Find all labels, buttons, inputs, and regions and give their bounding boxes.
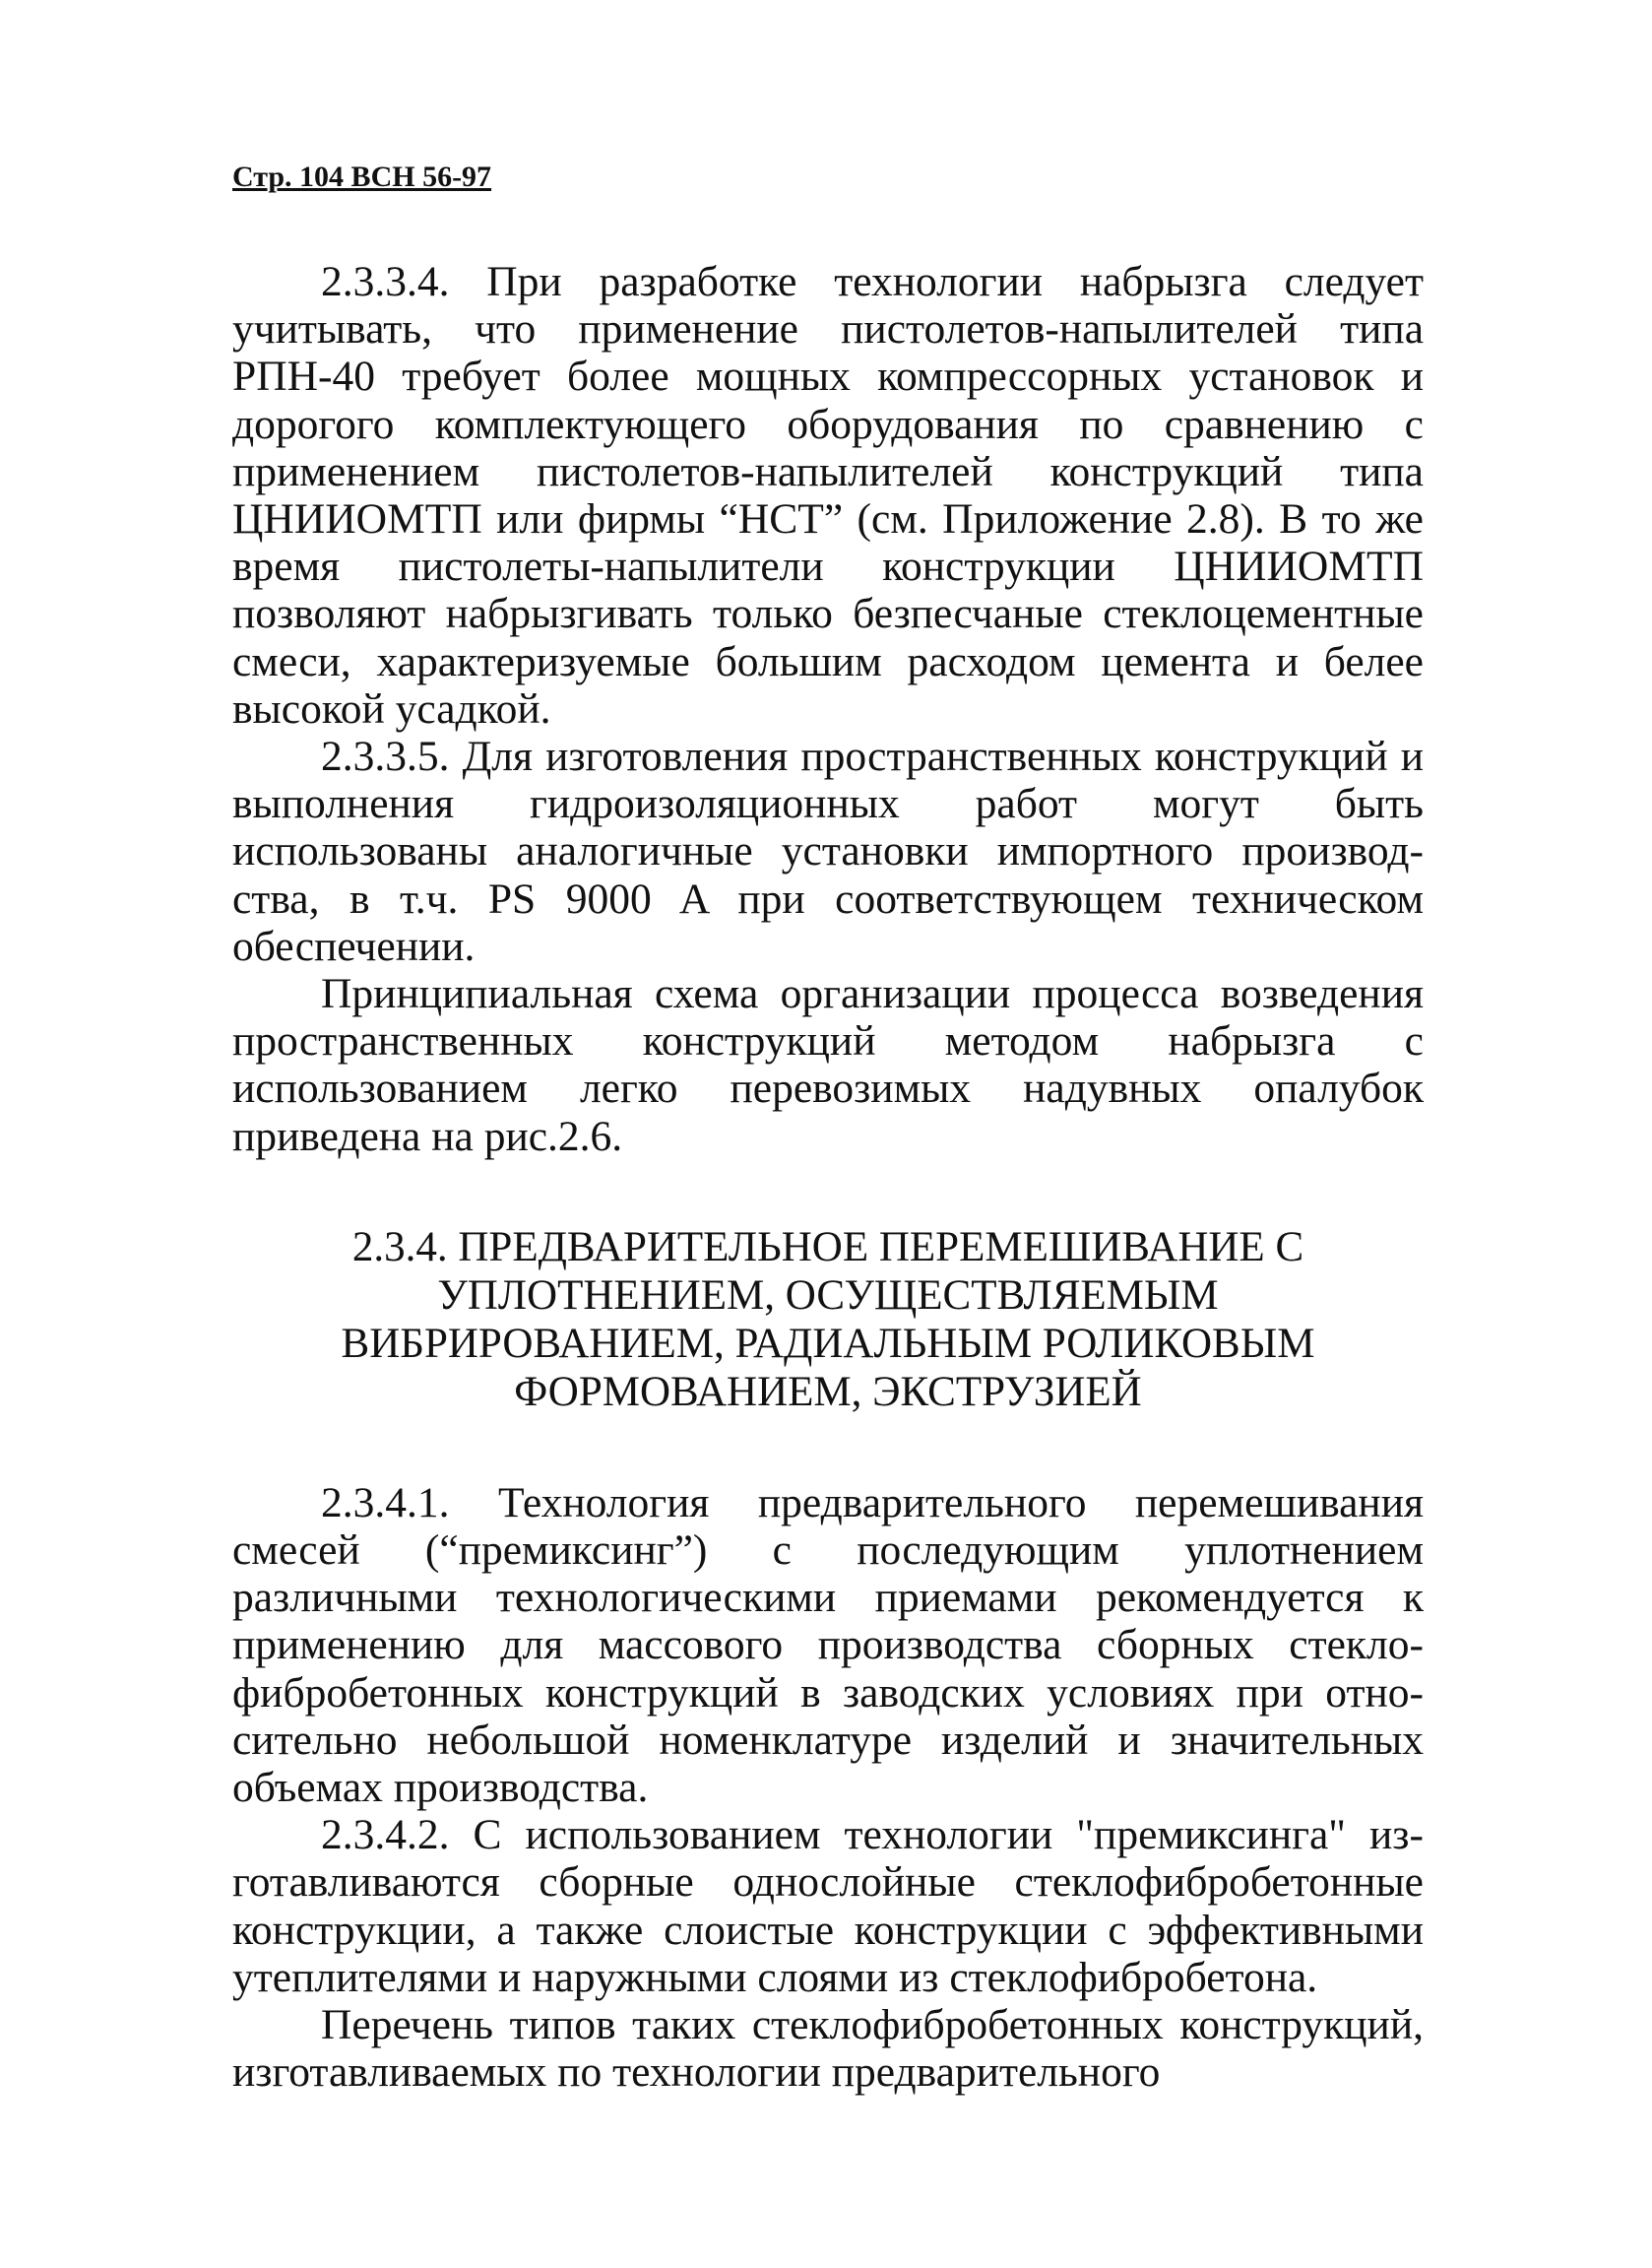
paragraph-2-3-4-1: 2.3.4.1. Технология предварительного перемешивания смесей (“премиксинг”) с последующим уплотнением различными технологическими приемами рекомендуется к применению для массового производства сборных стеклофибробетонных конструкций в заводских условиях при относительно небольшой номенклатуре изделий и значительных объемах производства. (232, 1478, 1424, 1812)
page-header: Стр. 104 ВСН 56-97 (232, 161, 492, 193)
section-heading-line: ФОРМОВАНИЕМ, ЭКСТРУЗИЕЙ (514, 1368, 1142, 1415)
paragraph-construction-types: Перечень типов таких стеклофибробетонных конструкций, изготавливаемых по технологии предварительного (232, 2001, 1424, 2097)
section-heading-line: ВИБРИРОВАНИЕМ, РАДИАЛЬНЫМ РОЛИКОВЫМ (341, 1320, 1315, 1367)
document-body (232, 258, 1424, 2097)
paragraph-2-3-3-4: 2.3.3.4. При разработке технологии набрызга следует учитывать, что применение пистолетов-напылителей типа РПН-40 требует более мощных компрессорных установок и дорогого комплектующего оборудования по сравнению с применением пистолетов-напылителей конструкций типа ЦНИИОМТП или фирмы “НСТ” (см. Приложение 2.8). В то же время пистолеты-напылители конструкции ЦНИИОМТП позволяют набрызгивать только безпесчаные стеклоцементные смеси, характеризуемые большим расходом цемента и белее высокой усадкой. (232, 258, 1424, 733)
section-heading-2-3-4 (232, 1223, 1424, 1416)
paragraph-2-3-3-5: 2.3.3.5. Для изготовления пространственных конструкций и выполнения гидроизоляционных работ могут быть использованы аналогичные установки импортного производства, в т.ч. PS 9000 A при соответствующем техническом обеспечении. (232, 733, 1424, 970)
paragraph-scheme-reference: Принципиальная схема организации процесса возведения пространственных конструкций методом набрызга с использованием легко перевозимых надувных опалубок приведена на рис.2.6. (232, 970, 1424, 1160)
paragraph-2-3-4-2: 2.3.4.2. С использованием технологии "премиксинга" изготавливаются сборные однослойные стеклофибробетонные конструкции, а также слоистые конструкции с эффективными утеплителями и наружными слоями из стеклофибробетона. (232, 1811, 1424, 2001)
section-heading-line: УПЛОТНЕНИЕМ, ОСУЩЕСТВЛЯЕМЫМ (437, 1271, 1219, 1319)
section-heading-line: 2.3.4. ПРЕДВАРИТЕЛЬНОЕ ПЕРЕМЕШИВАНИЕ С (351, 1223, 1304, 1270)
